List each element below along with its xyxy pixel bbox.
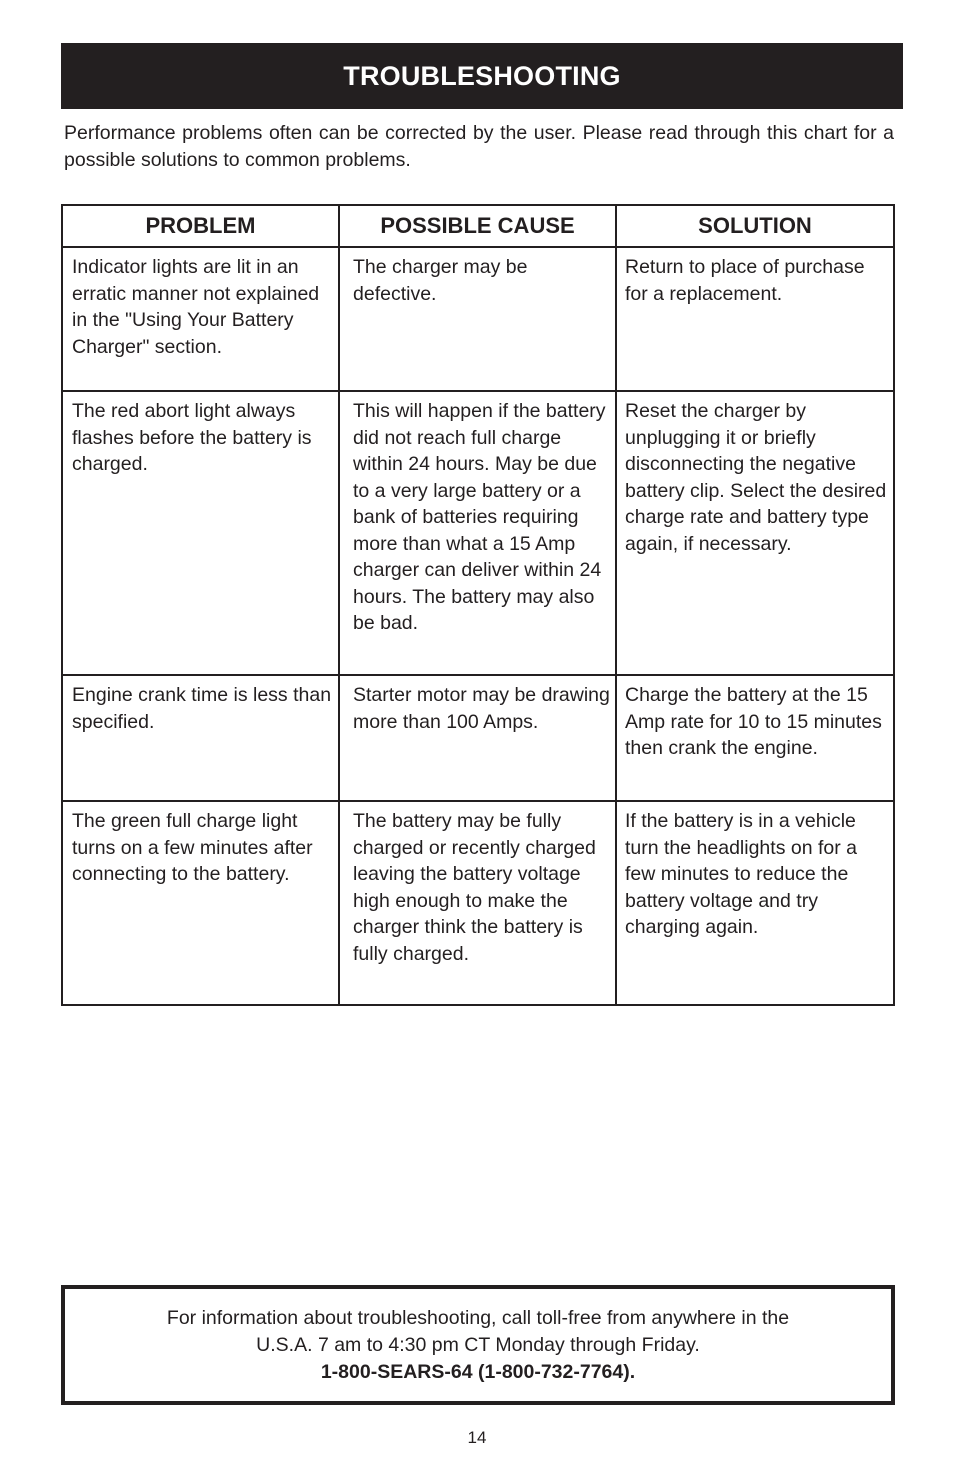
page-number: 14 bbox=[467, 1428, 487, 1447]
solution-cell: Reset the charger by unplugging it or briefly disconnecting the negative battery clip. Select the desired charge rate and battery type again, if necessary. bbox=[616, 391, 894, 675]
solution-cell: Return to place of purchase for a replacement. bbox=[616, 247, 894, 391]
problem-cell: The red abort light always flashes before the battery is charged. bbox=[62, 391, 339, 675]
header-problem: PROBLEM bbox=[62, 205, 339, 247]
contact-line-1: For information about troubleshooting, call toll-free from anywhere in the bbox=[166, 1306, 790, 1329]
troubleshooting-table bbox=[61, 204, 895, 1006]
header-solution: SOLUTION bbox=[616, 205, 894, 247]
problem-cell: Indicator lights are lit in an erratic manner not explained in the "Using Your Battery Charger" section. bbox=[62, 247, 339, 391]
problem-cell: Engine crank time is less than specified. bbox=[62, 675, 339, 801]
solution-cell: If the battery is in a vehicle turn the headlights on for a few minutes to reduce the battery voltage and try charging again. bbox=[616, 801, 894, 1005]
contact-info-box bbox=[61, 1285, 895, 1405]
intro-text: Performance problems often can be corrected by the user. Please read through this chart for a possible solutions to common problems. bbox=[64, 122, 894, 171]
cause-cell: Starter motor may be drawing more than 100 Amps. bbox=[339, 675, 616, 801]
cause-cell: The battery may be fully charged or recently charged leaving the battery voltage high enough to make the charger think the battery is fully charged. bbox=[339, 801, 616, 1005]
title-bar bbox=[61, 43, 903, 109]
header-possible-cause: POSSIBLE CAUSE bbox=[339, 205, 616, 247]
table-row bbox=[62, 675, 894, 801]
cause-cell: This will happen if the battery did not reach full charge within 24 hours. May be due to a very large battery or a bank of batteries requiring more than what a 15 Amp charger can deliver within 24 hours. The battery may also be bad. bbox=[339, 391, 616, 675]
cause-cell: The charger may be defective. bbox=[339, 247, 616, 391]
table-row bbox=[62, 247, 894, 391]
table-header-row bbox=[62, 205, 894, 247]
problem-cell: The green full charge light turns on a few minutes after connecting to the battery. bbox=[62, 801, 339, 1005]
solution-cell: Charge the battery at the 15 Amp rate for 10 to 15 minutes then crank the engine. bbox=[616, 675, 894, 801]
table-row bbox=[62, 391, 894, 675]
contact-line-2: U.S.A. 7 am to 4:30 pm CT Monday through Friday. bbox=[256, 1333, 700, 1356]
phone-number: 1-800-SEARS-64 (1-800-732-7764). bbox=[320, 1360, 636, 1383]
table-row bbox=[62, 801, 894, 1005]
page-title: TROUBLESHOOTING bbox=[343, 60, 621, 91]
